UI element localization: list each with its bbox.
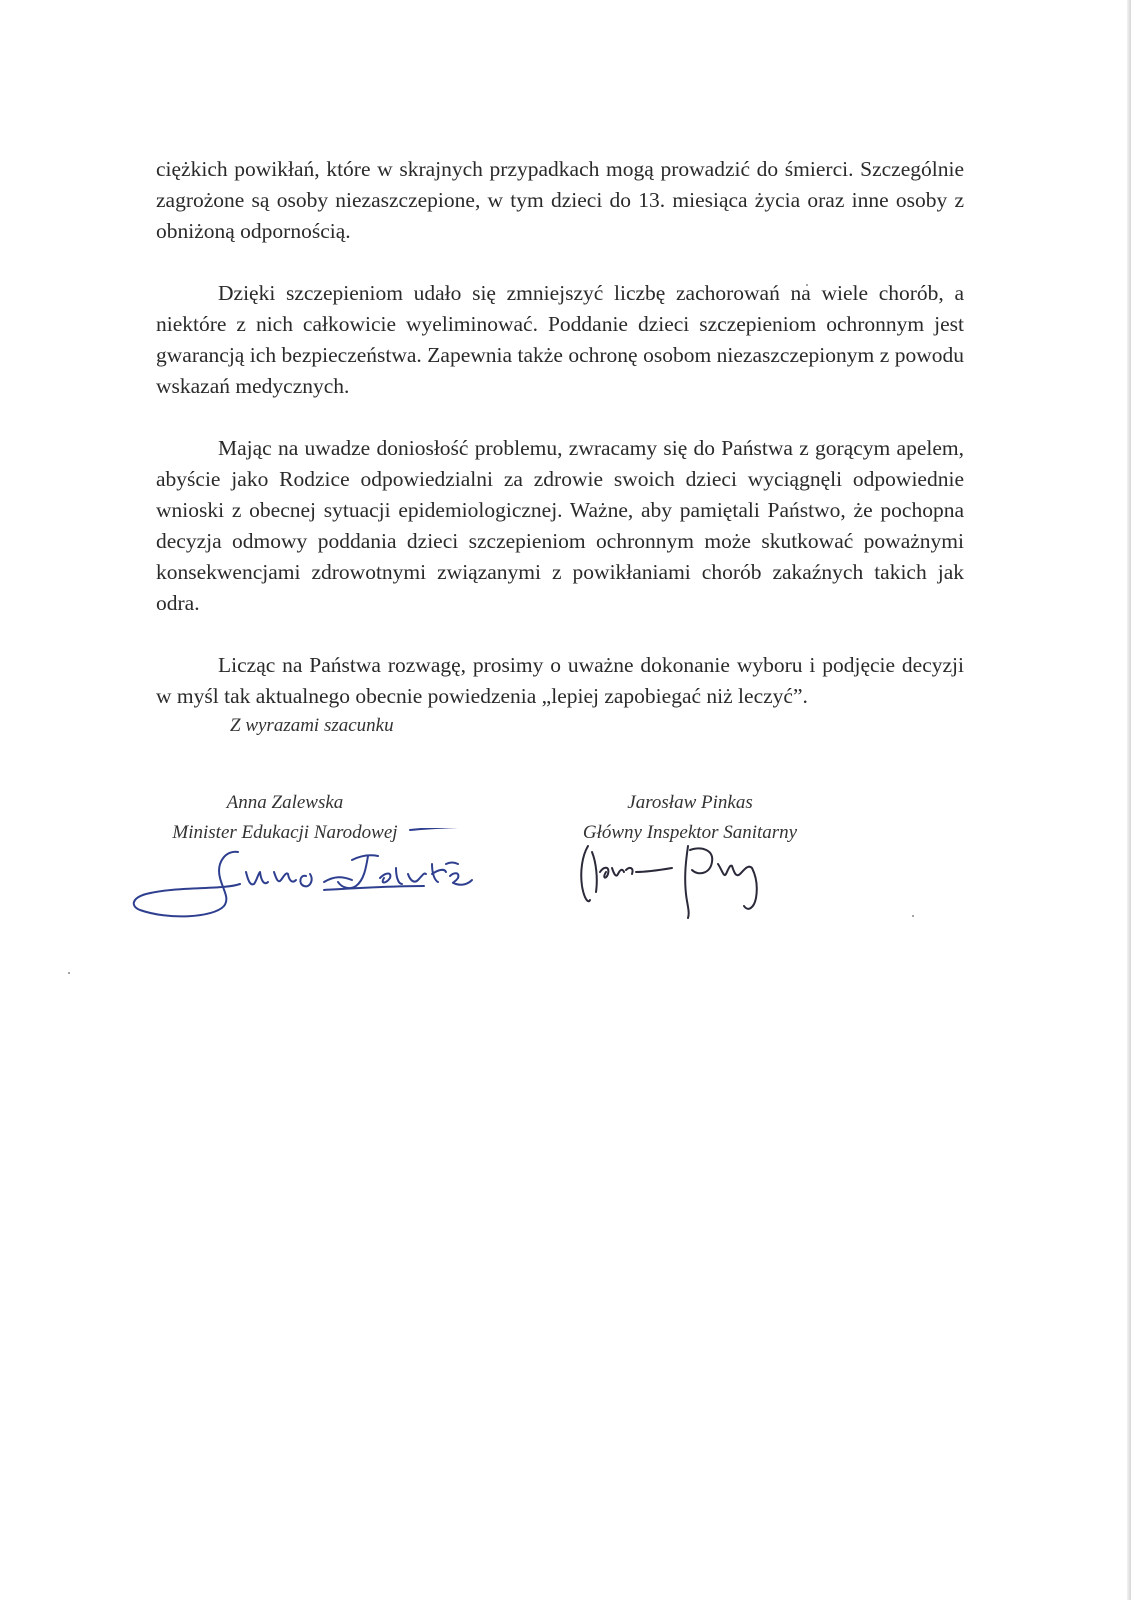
signatory-name: Jarosław Pinkas: [627, 792, 753, 813]
signatory-name: Anna Zalewska: [226, 792, 344, 813]
signatory-right: [560, 788, 820, 848]
letter-body: [156, 154, 964, 712]
scan-speck: [912, 915, 914, 917]
signature-anna-zalewska: [128, 828, 508, 938]
letter-paragraph: Mając na uwadze doniosłość problemu, zwracamy się do Państwa z gorącym apelem, abyście jako Rodzice odpowiedzialni za zdrowie swoich dzieci wyciągnęli odpowiednie wnioski z obecnej sytuacji epidemiologicznej. Ważne, aby pamiętali Państwo, że pochopna decyzja odmowy poddania dzieci szczepieniom ochronnym może skutkować poważnymi konsekwencjami zdrowotnymi związanymi z powikłaniami chorób zakaźnych takich jak odra.: [156, 436, 964, 615]
signature-jaroslaw-pinkas: [568, 842, 798, 922]
signatory-title: Minister Edukacji Narodowej: [172, 822, 398, 843]
letter-paragraph: ciężkich powikłań, które w skrajnych przypadkach mogą prowadzić do śmierci. Szczególnie zagrożone są osoby niezaszczepione, w tym dzieci do 13. miesiąca życia oraz inne osoby z obniżoną odpornością.: [156, 157, 964, 243]
letter-paragraph: Dzięki szczepieniom udało się zmniejszyć liczbę zachorowań na wiele chorób, a niektóre z nich całkowicie wyeliminować. Poddanie dzieci szczepieniom ochronnym jest gwarancją ich bezpieczeństwa. Zapewnia także ochronę osobom niezaszczepionym z powodu wskazań medycznych.: [156, 281, 964, 398]
closing-salutation: Z wyrazami szacunku: [230, 715, 394, 736]
signatory-title: Główny Inspektor Sanitarny: [582, 822, 798, 843]
letter-paragraph: Licząc na Państwa rozwagę, prosimy o uważne dokonanie wyboru i podjęcie decyzji w myśl tak aktualnego obecnie powiedzenia „lepiej zapobiegać niż leczyć”.: [156, 653, 964, 708]
scan-speck: [68, 972, 70, 974]
scan-edge-shadow: [1127, 0, 1131, 1600]
